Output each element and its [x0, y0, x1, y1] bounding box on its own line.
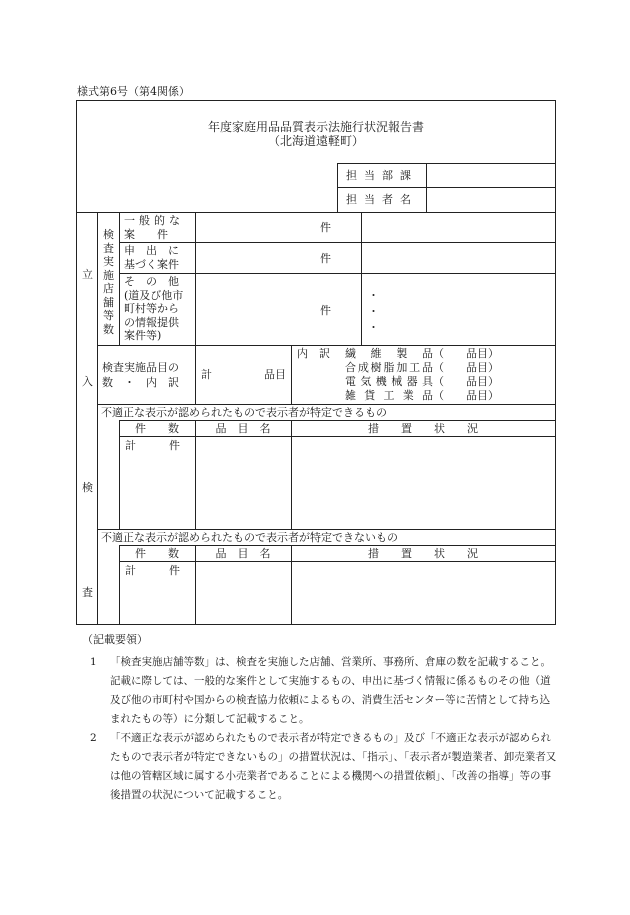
identified-heading: 不適正な表示が認められたもので表示者が特定できるもの — [101, 406, 387, 419]
note-item: 1 「検査実施店舗等数」は、検査を実施した店舗、営業所、事務所、倉庫の数を記載すること。記載に際しては、一般的な案件として実施するもの、申出に基づく情報に係るものその他（道及び他の市町村や国からの検査協力依頼によるもの、消費生活センター等に苦情として持ち込まれたもの等）に分類して記載すること。 — [90, 656, 551, 725]
identified-col-measures: 措 置 状 況 — [368, 422, 478, 435]
side-label-tachi: 立 — [82, 268, 93, 281]
report-subtitle: （北海道遠軽町） — [267, 134, 364, 148]
report-title: 年度家庭用品品質表示法施行状況報告書 — [207, 120, 424, 134]
items-breakdown-prefix: 内 訳 — [297, 347, 330, 360]
store-row-other-label: そ の 他 (道及び他市 町村等から の情報提供 案件等) — [124, 275, 184, 342]
items-total-unit: 品目 — [264, 368, 286, 381]
breakdown-name-sundries: 雑貨工業品 — [345, 389, 433, 402]
store-row-request-unit: 件 — [320, 252, 331, 265]
identified-col-item: 品 目 名 — [215, 422, 271, 435]
breakdown-suffix-resin: （ 品目） — [433, 361, 499, 374]
store-row-request-label: 申 出 に 基づく案件 — [124, 244, 179, 271]
breakdown-name-textiles: 繊維製品 — [345, 347, 433, 360]
side-label-sa: 査 — [82, 586, 93, 599]
store-row-other-unit: 件 — [320, 304, 331, 317]
breakdown-suffix-electric: （ 品目） — [433, 375, 499, 388]
unidentified-total: 計 件 — [125, 564, 180, 577]
items-total-label: 計 — [201, 368, 212, 381]
notes-heading: （記載要領） — [82, 633, 148, 646]
store-row-other-details: ・ ・ ・ — [368, 289, 379, 334]
breakdown-suffix-sundries: （ 品目） — [433, 389, 499, 402]
side-label-iri: 入 — [82, 375, 93, 388]
person-label: 担当者名 — [346, 193, 418, 206]
form-label: 様式第6号（第4関係） — [77, 85, 190, 98]
store-count-group-label: 検 査 実 施 店 舗 等 数 — [103, 228, 114, 336]
store-row-general-label: 一般的な 案 件 — [124, 214, 184, 241]
side-label-ken: 検 — [82, 481, 93, 494]
items-label: 検査実施品目の 数 ・ 内 訳 — [102, 361, 179, 389]
note-item: 2 「不適正な表示が認められたもので表示者が特定できるもの」及び「不適正な表示が認められたもので表示者が特定できないもの」の措置状況は、「指示」、「表示者が製造業者、卸売業者又は他の管轄区域に属する小売業者であることによる機関への措置依頼」、「改善の指導」等の事後措置の状況について記載すること。 — [90, 732, 557, 801]
unidentified-col-item: 品 目 名 — [215, 547, 271, 560]
unidentified-col-measures: 措 置 状 況 — [368, 547, 478, 560]
store-row-general-unit: 件 — [320, 221, 331, 234]
identified-total: 計 件 — [125, 439, 180, 452]
unidentified-heading: 不適正な表示が認められたもので表示者が特定できないもの — [101, 531, 398, 544]
identified-col-count: 件 数 — [135, 422, 179, 435]
breakdown-name-electric: 電気機械器具 — [345, 375, 433, 388]
breakdown-name-resin: 合成樹脂加工品 — [345, 361, 433, 374]
notes-list — [90, 653, 560, 805]
unidentified-col-count: 件 数 — [135, 547, 179, 560]
department-label: 担当部課 — [346, 169, 418, 182]
breakdown-suffix-textiles: （ 品目） — [433, 347, 499, 360]
